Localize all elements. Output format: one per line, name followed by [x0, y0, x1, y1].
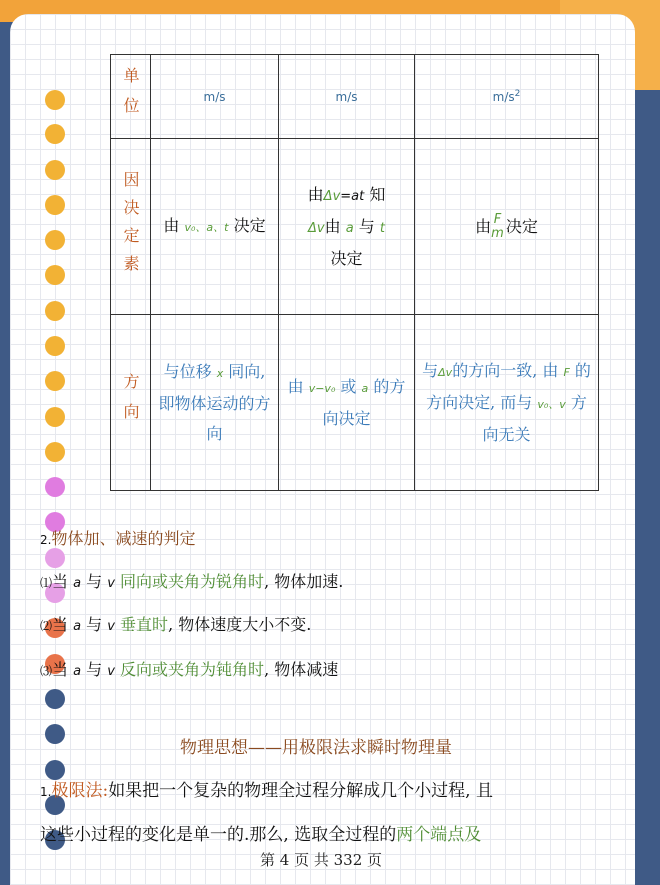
- velocity-factor: 由 v₀、a、t 决定: [151, 139, 279, 315]
- acceleration-unit: $m/s^2$: [415, 55, 599, 139]
- binder-dot: [45, 265, 65, 285]
- binder-dot: [45, 124, 65, 144]
- page-footer: 第 4 页 共 332 页: [260, 851, 383, 869]
- paragraph-line: 这些小过程的变化是单一的.那么, 选取全过程的两个端点及: [40, 825, 482, 845]
- acceleration-direction: 与Δv的方向一致, 由 F 的方向决定, 而与 v₀、v 方向无关: [415, 315, 599, 491]
- section-heading: 2.物体加、减速的判定: [40, 529, 196, 548]
- list-item: ⑴当 a 与 v 同向或夹角为锐角时, 物体加速.: [40, 572, 344, 591]
- table-row: [111, 139, 599, 315]
- row-head-factor: 因决定素: [111, 139, 151, 315]
- binder-dot: [45, 548, 65, 568]
- delta-velocity-unit: m/s: [279, 55, 415, 139]
- row-head-direction: 方向: [111, 315, 151, 491]
- binder-dot: [45, 724, 65, 744]
- table-row: [111, 315, 599, 491]
- velocity-unit: m/s: [151, 55, 279, 139]
- notebook-page: [10, 14, 635, 885]
- binder-dot: [45, 371, 65, 391]
- binder-dot: [45, 442, 65, 462]
- velocity-direction: 与位移 x 同向,即物体运动的方向: [151, 315, 279, 491]
- binder-dot: [45, 301, 65, 321]
- comparison-table: [110, 54, 599, 491]
- binder-dot: [45, 477, 65, 497]
- thought-title: 物理思想——用极限法求瞬时物理量: [180, 738, 452, 758]
- binder-dot: [45, 689, 65, 709]
- list-item: ⑶当 a 与 v 反向或夹角为钝角时, 物体减速: [40, 660, 339, 679]
- force-over-mass-fraction: F m: [491, 212, 504, 241]
- acceleration-factor: 由 F m 决定: [415, 139, 599, 315]
- paragraph-line: 1.极限法:如果把一个复杂的物理全过程分解成几个小过程, 且: [40, 781, 493, 801]
- binder-dot: [45, 407, 65, 427]
- binder-dot: [45, 160, 65, 180]
- binder-dot: [45, 90, 65, 110]
- table-row: [111, 55, 599, 139]
- delta-velocity-factor: 由Δv=at 知 Δv由 a 与 t 决定: [279, 139, 415, 315]
- binder-dot: [45, 195, 65, 215]
- binder-dot: [45, 336, 65, 356]
- list-item: ⑵当 a 与 v 垂直时, 物体速度大小不变.: [40, 615, 312, 634]
- binder-dot: [45, 230, 65, 250]
- row-head-unit: 单位: [111, 55, 151, 139]
- delta-velocity-direction: 由 v−v₀ 或 a 的方向决定: [279, 315, 415, 491]
